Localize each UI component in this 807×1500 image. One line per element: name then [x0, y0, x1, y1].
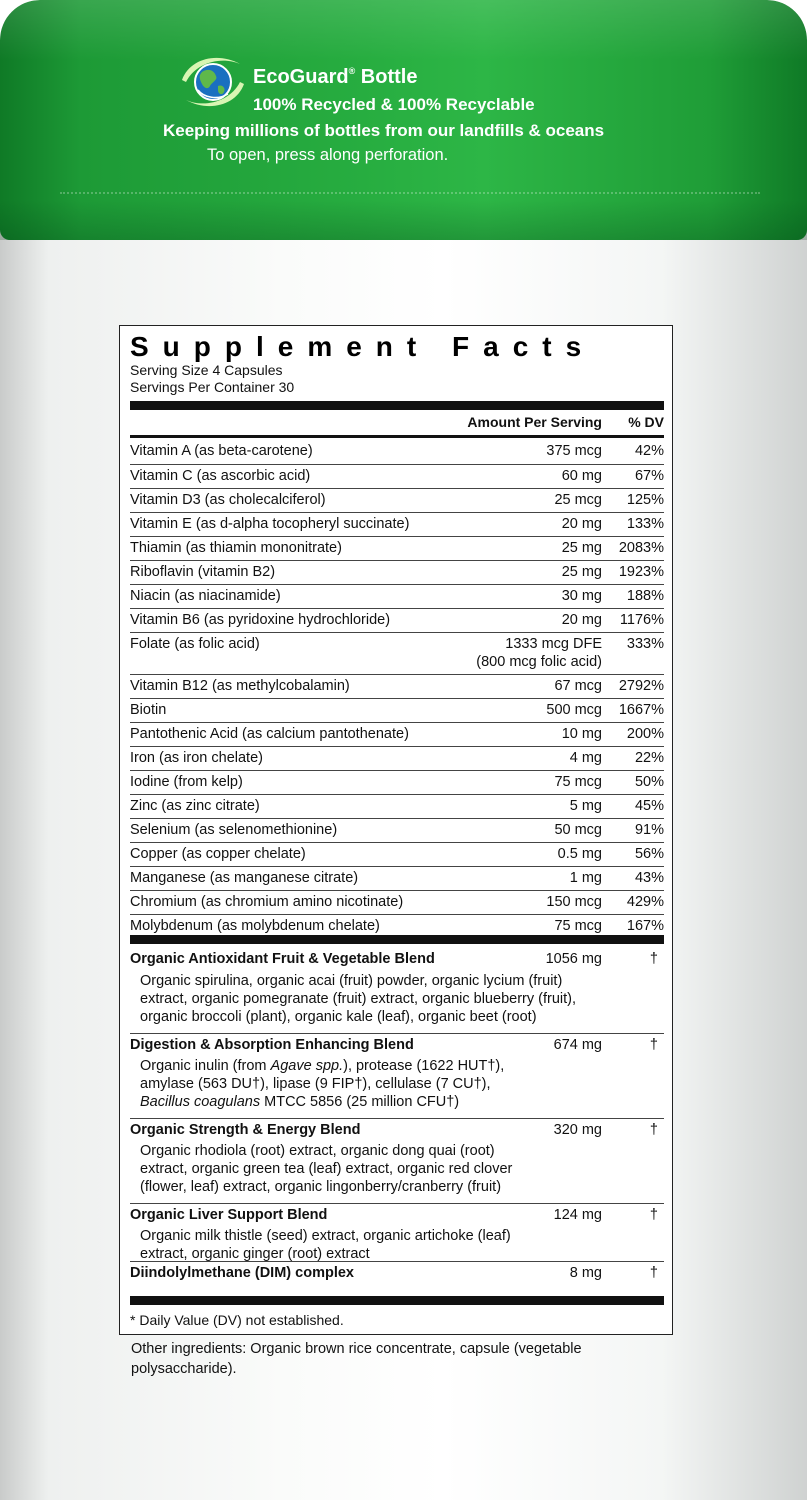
nutrient-dv: 2083% [618, 540, 664, 556]
facts-title: Supplement Facts [130, 331, 596, 362]
nutrient-name: Vitamin B6 (as pyridoxine hydrochloride) [130, 612, 391, 628]
nutrient-row [130, 746, 664, 771]
dv-footnote: * Daily Value (DV) not established. [130, 1312, 344, 1328]
nutrient-name: Manganese (as manganese citrate) [130, 870, 359, 886]
nutrient-dv: 67% [634, 468, 664, 484]
blend-row [130, 948, 664, 972]
nutrient-row [130, 842, 664, 867]
landfills-line: Keeping millions of bottles from our landfills & oceans [163, 121, 605, 140]
col-amount-header: Amount Per Serving [467, 414, 602, 430]
other-ingredients [131, 1339, 582, 1379]
blend-amount: 8 mg [569, 1265, 602, 1281]
perforation-line [60, 192, 760, 196]
nutrient-dv: 45% [634, 798, 664, 814]
nutrient-amount: 5 mg [569, 798, 602, 814]
nutrient-row [130, 890, 664, 915]
blend-description-line: amylase (563 DU†), lipase (9 FIP†), cellulase (7 CU†), [140, 1076, 491, 1092]
bottle-cap [0, 0, 807, 240]
servings-per-container: Servings Per Container 30 [130, 379, 295, 395]
nutrient-dv: 1923% [618, 564, 664, 580]
ecoguard-suffix: Bottle [360, 66, 418, 88]
nutrient-amount: 25 mg [561, 540, 602, 556]
nutrient-name: Iron (as iron chelate) [130, 750, 263, 766]
nutrient-dv: 91% [634, 822, 664, 838]
open-instructions: To open, press along perforation. [207, 146, 449, 164]
cap-shadow [0, 200, 807, 240]
blend-dv: † [649, 1265, 658, 1281]
blend-description-line: (flower, leaf) extract, organic lingonberry/cranberry (fruit) [140, 1179, 502, 1195]
blend-description-line: extract, organic green tea (leaf) extract, organic red clover [140, 1161, 513, 1177]
ecoguard-name: EcoGuard [253, 66, 349, 88]
nutrient-name: Selenium (as selenomethionine) [130, 822, 338, 838]
blend-description-line [140, 1057, 504, 1075]
globe-leaf-icon [178, 50, 248, 114]
nutrient-name: Zinc (as zinc citrate) [130, 798, 260, 814]
cap-sheen [0, 0, 807, 60]
nutrient-dv: 167% [626, 918, 664, 934]
blend-dv: † [649, 1122, 658, 1138]
blend-name: Organic Liver Support Blend [130, 1207, 328, 1223]
nutrient-row [130, 632, 664, 675]
nutrient-name: Vitamin D3 (as cholecalciferol) [130, 492, 326, 508]
nutrient-dv: 50% [634, 774, 664, 790]
nutrient-name: Vitamin A (as beta-carotene) [130, 443, 313, 459]
nutrient-dv: 429% [626, 894, 664, 910]
nutrient-row [130, 866, 664, 891]
blend-description [140, 1227, 511, 1263]
blend-name: Organic Antioxidant Fruit & Vegetable Blend [130, 951, 435, 967]
blend-description-line: Organic rhodiola (root) extract, organic dong quai (root) [140, 1143, 495, 1159]
blend-amount: 320 mg [553, 1122, 602, 1138]
serving-size: Serving Size 4 Capsules [130, 362, 283, 378]
blend-amount: 124 mg [553, 1207, 602, 1223]
nutrient-row [130, 770, 664, 795]
nutrient-name: Thiamin (as thiamin mononitrate) [130, 540, 342, 556]
nutrient-amount: 75 mcg [554, 774, 602, 790]
blend-description-line: Organic milk thistle (seed) extract, organic artichoke (leaf) [140, 1228, 511, 1244]
nutrient-name: Iodine (from kelp) [130, 774, 243, 790]
nutrient-amount: 1 mg [569, 870, 602, 886]
desc-text: Organic inulin (from [140, 1058, 271, 1074]
nutrient-dv: 133% [626, 516, 664, 532]
nutrient-dv: 188% [626, 588, 664, 604]
nutrient-dv: 1176% [619, 612, 664, 628]
nutrient-name: Niacin (as niacinamide) [130, 588, 281, 604]
nutrient-name: Chromium (as chromium amino nicotinate) [130, 894, 404, 910]
nutrient-amount: 25 mg [561, 564, 602, 580]
blend-row [130, 1118, 664, 1143]
col-dv-header: % DV [628, 414, 664, 430]
nutrient-dv: 200% [626, 726, 664, 742]
blend-description [140, 1057, 504, 1111]
blend-description-line: organic broccoli (plant), organic kale (leaf), organic beet (root) [140, 1009, 537, 1025]
blend-rule [130, 935, 664, 944]
nutrient-dv: 333% [626, 636, 664, 652]
nutrient-row [130, 584, 664, 609]
nutrient-dv: 22% [634, 750, 664, 766]
nutrient-row [130, 818, 664, 843]
blend-description-line [140, 1093, 504, 1111]
blend-name: Diindolylmethane (DIM) complex [130, 1265, 354, 1281]
blend-description [140, 1142, 512, 1196]
nutrient-amount: 1333 mcg DFE [505, 636, 602, 652]
nutrient-row [130, 512, 664, 537]
blend-row [130, 1203, 664, 1228]
blend-amount: 1056 mg [545, 951, 602, 967]
blend-amount: 674 mg [553, 1037, 602, 1053]
desc-italic: Bacillus coagulans [140, 1094, 261, 1110]
nutrient-name: Copper (as copper chelate) [130, 846, 306, 862]
nutrient-amount: 20 mg [561, 612, 602, 628]
nutrient-amount: 375 mcg [546, 443, 602, 459]
nutrient-amount: 500 mcg [546, 702, 602, 718]
nutrient-amount: 150 mcg [546, 894, 602, 910]
nutrient-amount: 25 mcg [554, 492, 602, 508]
blend-dv: † [649, 1037, 658, 1053]
blend-dv: † [649, 1207, 658, 1223]
nutrient-amount-note: (800 mcg folic acid) [476, 654, 602, 670]
nutrient-row [130, 674, 664, 699]
nutrient-name: Vitamin B12 (as methylcobalamin) [130, 678, 350, 694]
nutrient-amount: 60 mg [561, 468, 602, 484]
blend-name: Organic Strength & Energy Blend [130, 1122, 361, 1138]
blend-description [140, 972, 576, 1026]
nutrient-name: Folate (as folic acid) [130, 636, 260, 652]
nutrient-row [130, 464, 664, 489]
blend-description-line: Organic spirulina, organic acai (fruit) powder, organic lycium (fruit) [140, 973, 563, 989]
desc-text: MTCC 5856 (25 million CFU†) [260, 1094, 460, 1110]
header-rule [130, 435, 664, 438]
other-ingredients-line: Other ingredients: Organic brown rice concentrate, capsule (vegetable [131, 1341, 582, 1357]
nutrient-name: Riboflavin (vitamin B2) [130, 564, 276, 580]
nutrient-name: Molybdenum (as molybdenum chelate) [130, 918, 380, 934]
nutrient-dv: 125% [626, 492, 664, 508]
nutrient-row [130, 722, 664, 747]
desc-italic: Agave spp. [270, 1058, 344, 1074]
nutrient-row [130, 560, 664, 585]
nutrient-amount: 4 mg [569, 750, 602, 766]
nutrient-dv: 2792% [618, 678, 664, 694]
ecoguard-title [253, 66, 417, 89]
desc-text: ), protease (1622 HUT†), [343, 1058, 505, 1074]
blend-dv: † [649, 951, 658, 967]
nutrient-row [130, 488, 664, 513]
nutrient-amount: 75 mcg [554, 918, 602, 934]
nutrient-amount: 0.5 mg [557, 846, 602, 862]
nutrient-dv: 1667% [618, 702, 664, 718]
nutrient-name: Vitamin C (as ascorbic acid) [130, 468, 311, 484]
nutrient-amount: 20 mg [561, 516, 602, 532]
recycled-line: 100% Recycled & 100% Recyclable [253, 95, 535, 114]
blend-row [130, 1261, 664, 1286]
nutrient-row [130, 608, 664, 633]
nutrient-row [130, 536, 664, 561]
nutrient-dv: 56% [634, 846, 664, 862]
thick-rule [130, 401, 664, 410]
blend-description-line: extract, organic pomegranate (fruit) extract, organic blueberry (fruit), [140, 991, 576, 1007]
nutrient-name: Pantothenic Acid (as calcium pantothenate) [130, 726, 409, 742]
nutrient-dv: 42% [634, 443, 664, 459]
nutrient-amount: 67 mcg [554, 678, 602, 694]
nutrient-name: Biotin [130, 702, 167, 718]
nutrient-dv: 43% [634, 870, 664, 886]
nutrient-name: Vitamin E (as d-alpha tocopheryl succinate) [130, 516, 410, 532]
blend-row [130, 1033, 664, 1058]
nutrient-row [130, 794, 664, 819]
nutrient-row [130, 440, 664, 464]
blend-name: Digestion & Absorption Enhancing Blend [130, 1037, 414, 1053]
other-ingredients-line: polysaccharide). [131, 1361, 237, 1377]
registered-mark: ® [348, 66, 356, 76]
nutrient-amount: 50 mcg [554, 822, 602, 838]
nutrient-amount: 30 mg [561, 588, 602, 604]
nutrient-amount: 10 mg [561, 726, 602, 742]
supplement-facts-panel [119, 325, 673, 1335]
footer-rule [130, 1296, 664, 1305]
blend-description-line: extract, organic ginger (root) extract [140, 1246, 370, 1262]
nutrient-row [130, 698, 664, 723]
